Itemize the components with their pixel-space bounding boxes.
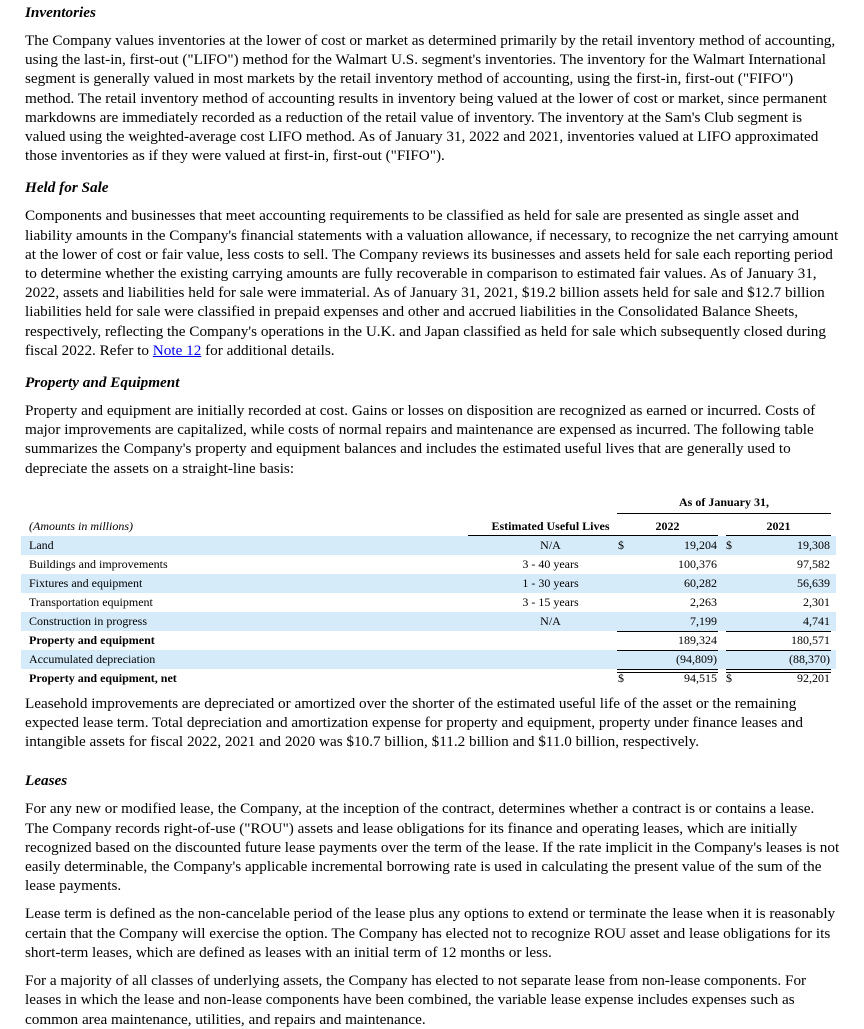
net-rule-2022 xyxy=(617,650,718,651)
row-label: Accumulated depreciation xyxy=(29,651,156,666)
table-row xyxy=(21,631,836,650)
row-label: Fixtures and equipment xyxy=(29,575,143,590)
row-label: Land xyxy=(29,537,54,552)
row-label: Construction in progress xyxy=(29,613,147,628)
subtotal-rule-2022 xyxy=(617,631,718,632)
table-span-header-row xyxy=(21,493,836,515)
dollar-sign-2022: $ xyxy=(618,537,624,552)
heading-property-equipment: Property and Equipment xyxy=(25,374,180,392)
paragraph-leases-2: Lease term is defined as the non-cancelable period of the lease plus any options to extend or terminate the lease when it is reasonably certain that the Company will exercise the option. The Company has elected not to recognize ROU asset and lease obligations for its short-term leases, which are defined as leases with an initial term of 12 months or less. xyxy=(25,905,836,961)
table-row xyxy=(21,536,836,555)
row-value-2022: 94,515 xyxy=(684,670,717,685)
heading-inventories: Inventories xyxy=(25,4,96,21)
paragraph-leases-1: For any new or modified lease, the Company, at the inception of the contract, determines whether a contract is or contains a lease. The Company records right-of-use ("ROU") assets and lease obligations for its finance and operating leases, which are initially recognized based on the discounted future lease payments over the term of the lease. If the rate implicit in the Company's leases is not easily determinable, the Company's applicable incremental borrowing rate is used in calculating the present value of the sum of the lease payments. xyxy=(25,800,840,895)
span-header-rule xyxy=(617,513,831,514)
as-of-header: As of January 31, xyxy=(678,494,769,509)
heading-leases: Leases xyxy=(25,772,68,790)
row-value-2021: 180,571 xyxy=(791,632,830,647)
row-value-2022: 7,199 xyxy=(690,613,717,628)
dollar-sign-2021: $ xyxy=(726,670,732,685)
table-row xyxy=(21,555,836,574)
table-body xyxy=(21,536,836,688)
net-rule-2021 xyxy=(726,650,831,651)
row-value-2021: 2,301 xyxy=(803,594,830,609)
row-value-2021: 56,639 xyxy=(797,575,830,590)
row-value-2022: 2,263 xyxy=(690,594,717,609)
row-value-2021: 19,308 xyxy=(797,537,830,552)
total-double-rule-2022 xyxy=(617,669,718,673)
row-value-2022: 60,282 xyxy=(684,575,717,590)
row-value-2022: 100,376 xyxy=(678,556,717,571)
heading-held-for-sale: Held for Sale xyxy=(25,179,109,197)
table-column-header-row xyxy=(21,515,836,536)
table-row xyxy=(21,612,836,631)
row-value-2021: 92,201 xyxy=(797,670,830,685)
held-for-sale-text: Components and businesses that meet accounting requirements to be classified as held for sale are presented as single asset and liability amounts in the Company's financial statements with a valuation allowance, if necessary, to recognize the net carrying amount at the lower of cost or fair value, less costs to sell. The Company reviews its businesses and assets held for sale each reporting period to determine whether the existing carrying amounts are fully recoverable in comparison to estimated fair values. As of January 31, 2022, assets and liabilities held for sale were immaterial. As of January 31, 2021, $19.2 billion assets held for sale and $12.7 billion liabilities held for sale were classified in prepaid expenses and other and accrued liabilities in the Consolidated Balance Sheets, respectively, reflecting the Company's operations in the U.K. and Japan classified as held for sale which subsequently closed during fiscal 2022. Refer to xyxy=(25,207,839,359)
row-value-2021: (88,370) xyxy=(789,651,830,666)
dollar-sign-2021: $ xyxy=(726,537,732,552)
row-value-2022: 189,324 xyxy=(678,632,717,647)
row-label: Property and equipment, net xyxy=(29,670,177,685)
table-row xyxy=(21,574,836,593)
paragraph-leasehold-improvements: Leasehold improvements are depreciated or amortized over the shorter of the estimated useful life of the asset or the remaining expected lease term. Total depreciation and amortization expense for property and equipment, property under finance leases and intangible assets for fiscal 2022, 2021 and 2020 was $10.7 billion, $11.2 billion and $11.0 billion, respectively. xyxy=(25,694,803,751)
row-value-2022: 19,204 xyxy=(684,537,717,552)
row-label: Buildings and improvements xyxy=(29,556,168,571)
amounts-in-millions-label: (Amounts in millions) xyxy=(29,518,133,533)
paragraph-held-for-sale xyxy=(25,206,840,360)
paragraph-inventories: The Company values inventories at the lower of cost or market as determined primarily by the retail inventory method of accounting, using the last-in, first-out ("LIFO") method for the Walmart U.S. segment's inventories. The inventory for the Walmart International segment is generally valued in most markets by the retail inventory method of accounting, using the first-in, first-out ("FIFO") method. The retail inventory method of accounting results in inventory being valued at the lower of cost or market, since permanent markdowns are immediately recorded as a reduction of the retail value of inventory. The inventory at the Sam's Club segment is valued using the weighted-average cost LIFO method. As of January 31, 2022 and 2021, inventories valued at LIFO approximated those inventories as if they were valued at first-in, first-out ("FIFO"). xyxy=(25,32,836,165)
row-value-2022: (94,809) xyxy=(676,651,717,666)
paragraph-property-equipment: Property and equipment are initially recorded at cost. Gains or losses on disposition are recognized as earned or incurred. Costs of major improvements are capitalized, while costs of normal repairs and maintenance are expensed as incurred. The following table summarizes the Company's property and equipment balances and includes the estimated useful lives that are generally used to depreciate the assets on a straight-line basis: xyxy=(25,402,816,477)
row-useful-life: 3 - 40 years xyxy=(522,556,579,571)
row-value-2021: 97,582 xyxy=(797,556,830,571)
row-useful-life: N/A xyxy=(540,537,561,552)
useful-lives-header: Estimated Useful Lives xyxy=(491,518,610,533)
year-header-2022: 2022 xyxy=(655,518,680,533)
row-label: Property and equipment xyxy=(29,632,155,647)
table-row xyxy=(21,650,836,669)
row-useful-life: 3 - 15 years xyxy=(522,594,579,609)
property-equipment-table xyxy=(21,493,836,688)
row-value-2021: 4,741 xyxy=(803,613,830,628)
total-double-rule-2021 xyxy=(726,669,831,673)
note-12-link[interactable]: Note 12 xyxy=(152,341,202,359)
year-header-2021: 2021 xyxy=(766,518,791,533)
row-useful-life: 1 - 30 years xyxy=(522,575,579,590)
dollar-sign-2022: $ xyxy=(618,670,624,685)
held-for-sale-text-end: for additional details. xyxy=(201,341,335,359)
row-useful-life: N/A xyxy=(540,613,561,628)
row-label: Transportation equipment xyxy=(29,594,153,609)
paragraph-leases-3: For a majority of all classes of underlying assets, the Company has elected to not separate lease from non-lease components. For leases in which the lease and non-lease components have been combined, the variable lease expense includes expenses such as common area maintenance, utilities, and repairs and maintenance. xyxy=(25,972,807,1028)
table-row xyxy=(21,593,836,612)
subtotal-rule-2021 xyxy=(726,631,831,632)
